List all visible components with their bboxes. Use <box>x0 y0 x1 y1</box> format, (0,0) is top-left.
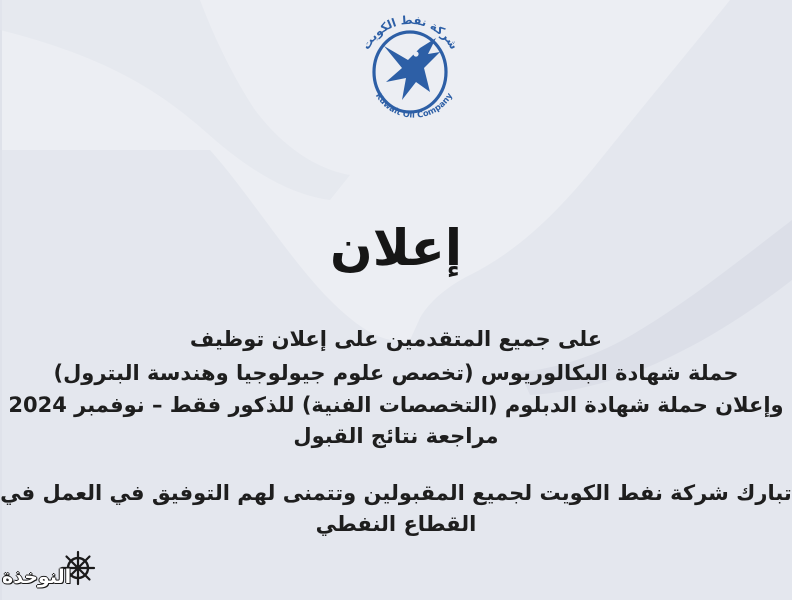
kuwait-oil-company-logo <box>350 8 470 128</box>
logo-arabic-name: شركة نفط الكويت <box>358 12 462 52</box>
announcement-line-3: وإعلان حملة شهادة الدبلوم (التخصصات الفنية) للذكور فقط – نوفمبر 2024 <box>8 393 784 417</box>
closing-line-2: القطاع النفطي <box>315 512 477 536</box>
announcement-title: إعلان <box>330 219 462 277</box>
svg-text:Kuwait Oil Company <box>374 90 455 119</box>
closing-line-1: تبارك شركة نفط الكويت لجميع المقبولين وتتمنى لهم التوفيق في العمل في <box>0 481 792 505</box>
announcement-line-4: مراجعة نتائج القبول <box>293 424 499 448</box>
nokhatha-brand-text: النوخذة <box>2 566 72 588</box>
logo-english-name: Kuwait Oil Company <box>373 90 455 120</box>
announcement-line-2: حملة شهادة البكالوريوس (تخصص علوم جيولوجيا وهندسة البترول) <box>53 361 739 385</box>
falcon-emblem-icon <box>384 38 440 100</box>
announcement-line-1: على جميع المتقدمين على إعلان توظيف <box>189 327 603 351</box>
